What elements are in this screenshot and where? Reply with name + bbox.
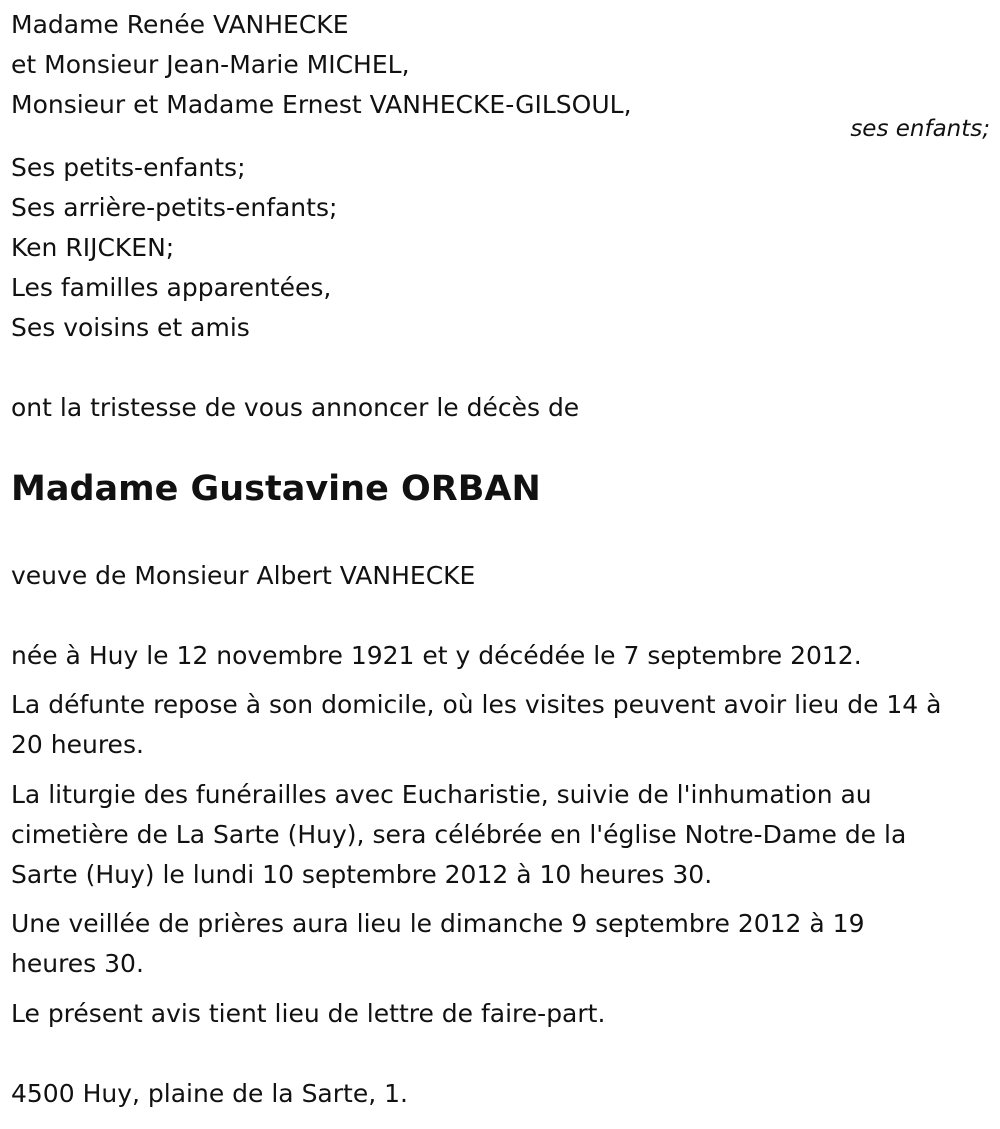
address-text: 4500 Huy, plaine de la Sarte, 1. [11,1079,408,1108]
family-line-1: Madame Renée VANHECKE [11,10,349,39]
vigil-line-2: heures 30. [11,949,144,978]
liturgy-line-1: La liturgie des funérailles avec Eucharistie, suivie de l'inhumation au [11,780,872,809]
liturgy-line-2: cimetière de La Sarte (Huy), sera célébrée en l'église Notre-Dame de la [11,820,907,849]
rest-line-1: La défunte repose à son domicile, où les visites peuvent avoir lieu de 14 à [11,690,942,719]
family-relation: ses enfants; [850,116,990,142]
liturgy-line-3: Sarte (Huy) le lundi 10 septembre 2012 à 10 heures 30. [11,860,713,889]
relative-line-3: Ken RIJCKEN; [11,233,175,262]
vigil-line-1: Une veillée de prières aura lieu le dimanche 9 septembre 2012 à 19 [11,909,865,938]
announcement-text: ont la tristesse de vous annoncer le décès de [11,393,580,422]
widow-of-text: veuve de Monsieur Albert VANHECKE [11,561,476,590]
relative-line-1: Ses petits-enfants; [11,153,246,182]
relative-line-4: Les familles apparentées, [11,273,332,302]
birth-death-text: née à Huy le 12 novembre 1921 et y décédée le 7 septembre 2012. [11,641,862,670]
relative-line-2: Ses arrière-petits-enfants; [11,193,338,222]
rest-line-2: 20 heures. [11,730,144,759]
notice-text: Le présent avis tient lieu de lettre de faire-part. [11,999,606,1028]
relative-line-5: Ses voisins et amis [11,313,250,342]
family-line-2: et Monsieur Jean-Marie MICHEL, [11,50,410,79]
deceased-name: Madame Gustavine ORBAN [11,469,541,509]
family-line-3: Monsieur et Madame Ernest VANHECKE-GILSOUL, [11,90,632,119]
